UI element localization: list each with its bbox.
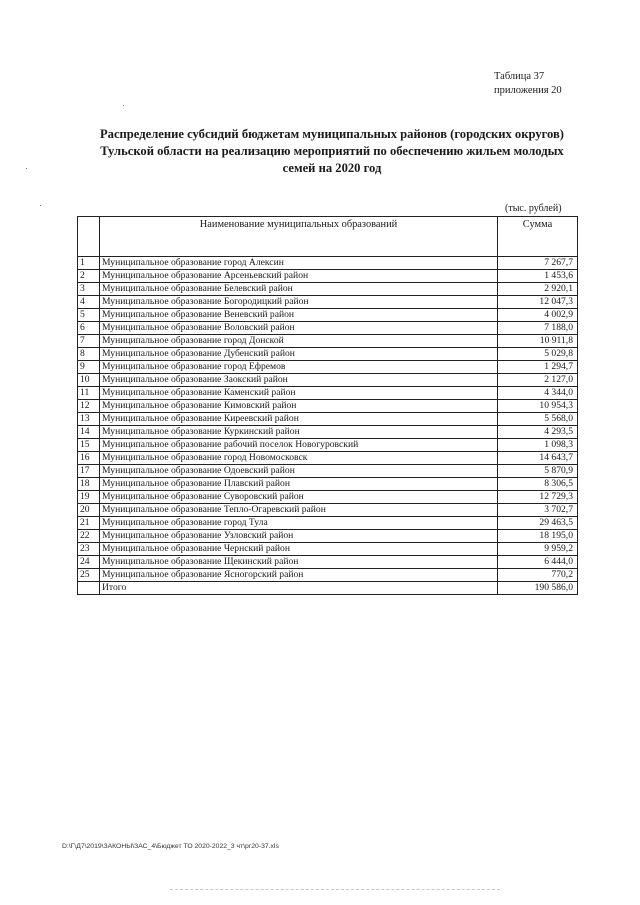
row-number: 22 — [78, 530, 100, 543]
subsidy-amount: 10 911,8 — [498, 335, 578, 348]
row-number: 14 — [78, 426, 100, 439]
municipality-name: Муниципальное образование город Тула — [100, 517, 498, 530]
table-row — [78, 387, 578, 400]
table-row — [78, 569, 578, 582]
subsidy-amount: 12 047,3 — [498, 296, 578, 309]
row-number: 4 — [78, 296, 100, 309]
subsidy-amount: 12 729,3 — [498, 491, 578, 504]
subsidy-amount: 18 195,0 — [498, 530, 578, 543]
title-line-3: семей на 2020 год — [282, 161, 382, 175]
municipality-name: Муниципальное образование Воловский район — [100, 322, 498, 335]
table-row — [78, 400, 578, 413]
row-number: 23 — [78, 543, 100, 556]
table-row — [78, 296, 578, 309]
table-row — [78, 283, 578, 296]
table-row — [78, 270, 578, 283]
table-row — [78, 348, 578, 361]
subsidy-amount: 3 702,7 — [498, 504, 578, 517]
subsidy-amount: 4 002,9 — [498, 309, 578, 322]
table-row — [78, 257, 578, 270]
row-number: 20 — [78, 504, 100, 517]
municipality-name: Муниципальное образование Веневский район — [100, 309, 498, 322]
row-number: 19 — [78, 491, 100, 504]
header-name-cell: Наименование муниципальных образований — [100, 217, 498, 257]
total-row — [78, 582, 578, 595]
scan-artifact-line — [170, 889, 500, 890]
municipality-name: Муниципальное образование Куркинский район — [100, 426, 498, 439]
table-row — [78, 530, 578, 543]
subsidy-amount: 1 294,7 — [498, 361, 578, 374]
row-number: 6 — [78, 322, 100, 335]
table-row — [78, 543, 578, 556]
subsidy-table — [77, 216, 578, 595]
table-row — [78, 309, 578, 322]
row-number: 18 — [78, 478, 100, 491]
title-line-2: Тульской области на реализацию мероприятий по обеспечению жильем молодых — [100, 144, 564, 158]
total-number-cell — [78, 582, 100, 595]
municipality-name: Муниципальное образование город Алексин — [100, 257, 498, 270]
table-row — [78, 374, 578, 387]
municipality-name: Муниципальное образование Тепло-Огаревский район — [100, 504, 498, 517]
row-number: 2 — [78, 270, 100, 283]
table-row — [78, 504, 578, 517]
row-number: 9 — [78, 361, 100, 374]
row-number: 17 — [78, 465, 100, 478]
subsidy-amount: 29 463,5 — [498, 517, 578, 530]
subsidy-amount: 4 293,5 — [498, 426, 578, 439]
row-number: 24 — [78, 556, 100, 569]
municipality-name: Муниципальное образование Узловский район — [100, 530, 498, 543]
units-label: (тыс. рублей) — [505, 203, 562, 214]
municipality-name: Муниципальное образование город Ефремов — [100, 361, 498, 374]
header-amount-cell: Сумма — [498, 217, 578, 257]
municipality-name: Муниципальное образование Кимовский район — [100, 400, 498, 413]
table-row — [78, 517, 578, 530]
document-title — [70, 126, 594, 177]
municipality-name: Муниципальное образование Заокский район — [100, 374, 498, 387]
table-row — [78, 452, 578, 465]
row-number: 3 — [78, 283, 100, 296]
subsidy-amount: 9 959,2 — [498, 543, 578, 556]
table-row — [78, 322, 578, 335]
scan-speck — [123, 105, 124, 106]
row-number: 7 — [78, 335, 100, 348]
municipality-name: Муниципальное образование Ясногорский район — [100, 569, 498, 582]
subsidy-amount: 7 267,7 — [498, 257, 578, 270]
subsidy-amount: 14 643,7 — [498, 452, 578, 465]
row-number: 13 — [78, 413, 100, 426]
table-row — [78, 491, 578, 504]
scan-speck — [26, 168, 27, 169]
table-body — [78, 257, 578, 595]
municipality-name: Муниципальное образование город Новомосковск — [100, 452, 498, 465]
row-number: 16 — [78, 452, 100, 465]
municipality-name: Муниципальное образование город Донской — [100, 335, 498, 348]
municipality-name: Муниципальное образование Каменский район — [100, 387, 498, 400]
municipality-name: Муниципальное образование Одоевский район — [100, 465, 498, 478]
table-row — [78, 426, 578, 439]
municipality-name: Муниципальное образование Чернский район — [100, 543, 498, 556]
subsidy-amount: 2 920,1 — [498, 283, 578, 296]
table-row — [78, 439, 578, 452]
appendix-number: приложения 20 — [494, 85, 562, 96]
subsidy-amount: 2 127,0 — [498, 374, 578, 387]
subsidy-amount: 6 444,0 — [498, 556, 578, 569]
table-row — [78, 556, 578, 569]
row-number: 11 — [78, 387, 100, 400]
row-number: 5 — [78, 309, 100, 322]
row-number: 10 — [78, 374, 100, 387]
municipality-name: Муниципальное образование Арсеньевский район — [100, 270, 498, 283]
table-row — [78, 335, 578, 348]
scan-speck — [40, 205, 41, 206]
subsidy-amount: 10 954,3 — [498, 400, 578, 413]
municipality-name: Муниципальное образование Богородицкий район — [100, 296, 498, 309]
subsidy-amount: 1 453,6 — [498, 270, 578, 283]
file-path: D:\Г\Д7\2019\ЗАКОНЫ\ЗАС_4\Бюджет ТО 2020-2022_3 чт\рг20-37.xls — [62, 843, 279, 850]
table-row — [78, 478, 578, 491]
municipality-name: Муниципальное образование Киреевский район — [100, 413, 498, 426]
total-amount: 190 586,0 — [498, 582, 578, 595]
subsidy-amount: 7 188,0 — [498, 322, 578, 335]
municipality-name: Муниципальное образование Белевский район — [100, 283, 498, 296]
row-number: 8 — [78, 348, 100, 361]
subsidy-amount: 8 306,5 — [498, 478, 578, 491]
header-number-cell — [78, 217, 100, 257]
row-number: 21 — [78, 517, 100, 530]
subsidy-amount: 5 568,0 — [498, 413, 578, 426]
table-row — [78, 413, 578, 426]
row-number: 15 — [78, 439, 100, 452]
subsidy-amount: 770,2 — [498, 569, 578, 582]
municipality-name: Муниципальное образование Суворовский район — [100, 491, 498, 504]
row-number: 1 — [78, 257, 100, 270]
subsidy-amount: 4 344,0 — [498, 387, 578, 400]
table-row — [78, 465, 578, 478]
total-label: Итого — [100, 582, 498, 595]
table-number: Таблица 37 — [494, 71, 545, 82]
table-reference — [494, 70, 562, 98]
subsidy-amount: 5 870,9 — [498, 465, 578, 478]
municipality-name: Муниципальное образование Щекинский район — [100, 556, 498, 569]
row-number: 25 — [78, 569, 100, 582]
municipality-name: Муниципальное образование рабочий поселок Новогуровский — [100, 439, 498, 452]
municipality-name: Муниципальное образование Дубенский район — [100, 348, 498, 361]
municipality-name: Муниципальное образование Плавский район — [100, 478, 498, 491]
subsidy-amount: 5 029,8 — [498, 348, 578, 361]
table-header-row — [78, 217, 578, 257]
row-number: 12 — [78, 400, 100, 413]
title-line-1: Распределение субсидий бюджетам муниципальных районов (городских округов) — [99, 127, 565, 141]
subsidy-amount: 1 098,3 — [498, 439, 578, 452]
table-row — [78, 361, 578, 374]
